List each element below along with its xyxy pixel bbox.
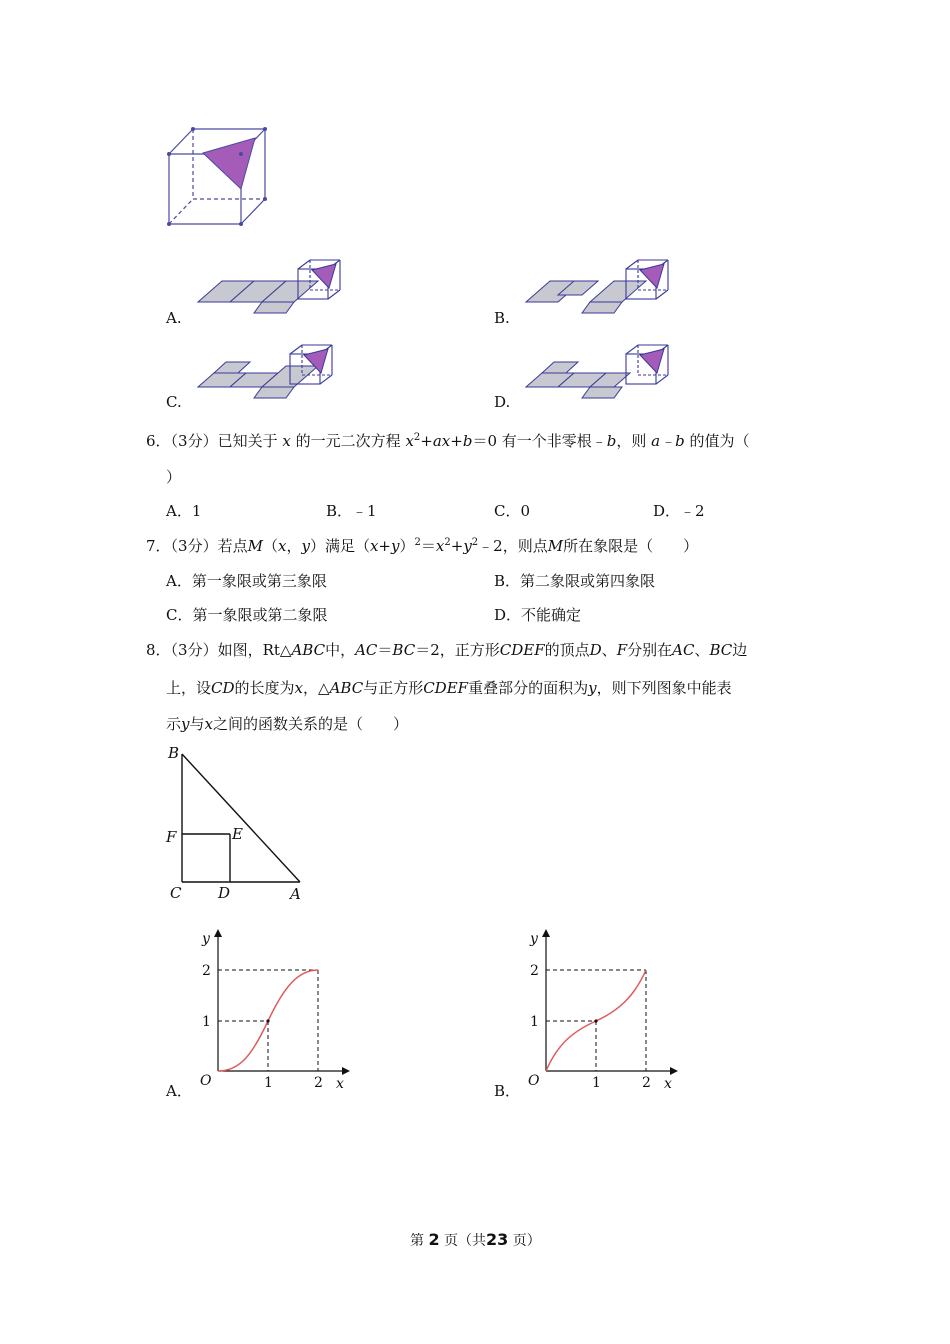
option-value: 0: [520, 502, 531, 520]
option-value: ﹣2: [680, 502, 705, 520]
footer-text: 页）: [512, 1233, 541, 1249]
q7-sup: 2: [414, 537, 421, 548]
page-footer: [410, 1230, 541, 1250]
q8-text: 上，设: [166, 679, 212, 697]
q6-text: 已知关于: [217, 432, 278, 450]
net-figure-d: [518, 340, 678, 405]
q6-eq: +ax+b: [420, 432, 473, 450]
q6-question: [146, 430, 750, 451]
tick-2: 2: [314, 1075, 323, 1091]
q8-var: y: [181, 715, 190, 733]
q8-text: 之间的函数关系的是（ ）: [212, 715, 408, 733]
option-value: 第一象限或第三象限: [191, 572, 327, 590]
option-label: D．: [653, 502, 681, 520]
q6-close-paren: ）: [166, 468, 182, 486]
q8-line-1: [146, 639, 747, 660]
label-f: F: [166, 828, 177, 846]
q6-score: （3分）: [170, 432, 218, 450]
q6-text: 的一元二次方程: [295, 432, 401, 450]
q8-text: 的顶点: [544, 641, 590, 659]
q8-var: BC: [392, 641, 416, 659]
q7-text: （: [262, 537, 278, 555]
option-value: 第二象限或第四象限: [520, 572, 656, 590]
q7-var: y: [301, 537, 310, 555]
q8-var: ABC: [291, 641, 326, 659]
q8-var: ABC: [329, 679, 364, 697]
q8-var: AC: [672, 641, 695, 659]
tick-1: 1: [592, 1075, 601, 1091]
q6-text: 的值为（: [689, 432, 750, 450]
q6-option-d[interactable]: [653, 500, 705, 521]
origin-label: O: [528, 1073, 540, 1089]
tick-1: 1: [264, 1075, 273, 1091]
option-value: 不能确定: [521, 606, 582, 624]
option-label: C．: [166, 606, 193, 624]
q7-text: ，: [286, 537, 302, 555]
tick-2: 2: [202, 963, 211, 979]
q8-text: ，△: [303, 679, 330, 697]
q8-text: 如图，Rt△: [217, 641, 292, 659]
graph-b: [518, 925, 688, 1095]
q7-score: （3分）: [170, 537, 218, 555]
q7-sup: 2: [444, 537, 451, 548]
option-value: ﹣1: [352, 502, 377, 520]
q7-var: y: [463, 537, 472, 555]
q6-option-b[interactable]: [326, 500, 377, 521]
q7-text: ＝: [420, 537, 436, 555]
q5-option-a-label: A.: [166, 309, 182, 327]
label-b: B: [168, 744, 180, 762]
q6-root: b: [606, 432, 617, 450]
q6-number: 6．: [146, 432, 171, 450]
q8-var: CDEF: [499, 641, 545, 659]
footer-text: 页（共: [444, 1233, 487, 1249]
q8-number: 8．: [146, 641, 171, 659]
q8-var: D: [589, 641, 602, 659]
label-a: A: [290, 885, 301, 903]
q5-option-d-label: D.: [494, 393, 511, 411]
q8-text: 重叠部分的面积为: [468, 679, 589, 697]
q7-option-d[interactable]: [494, 604, 581, 625]
q8-text: 与: [189, 715, 205, 733]
label-d: D: [218, 884, 231, 902]
axis-y-label: y: [530, 931, 538, 947]
tick-2: 2: [642, 1075, 651, 1091]
option-label: B．: [494, 572, 521, 590]
q8-line-2: [166, 677, 732, 698]
q8-var: CD: [211, 679, 235, 697]
q7-option-b[interactable]: [494, 570, 655, 591]
option-label: C．: [494, 502, 521, 520]
q8-var: x: [204, 715, 213, 733]
q7-question: [146, 535, 698, 556]
total-pages: 23: [486, 1230, 509, 1249]
q8-text: 的长度为: [234, 679, 295, 697]
option-label: A．: [166, 502, 192, 520]
axis-x-label: x: [664, 1076, 672, 1092]
triangle-figure: [160, 742, 310, 904]
q7-sup: 2: [471, 537, 479, 548]
q8-text: 、: [694, 641, 710, 659]
q7-point: M: [247, 537, 263, 555]
q7-text: ﹣2，则点: [478, 537, 548, 555]
q8-var: BC: [709, 641, 733, 659]
label-c: C: [170, 884, 182, 902]
q6-var: x: [282, 432, 291, 450]
q6-eq: x: [405, 432, 414, 450]
q8-option-a-label[interactable]: A．: [166, 1082, 192, 1100]
q6-option-a[interactable]: [166, 500, 201, 521]
q7-text: 所在象限是（ ）: [563, 537, 699, 555]
q8-text: 中，: [325, 641, 356, 659]
q8-text: 示: [166, 715, 182, 733]
tick-1: 1: [202, 1014, 211, 1030]
net-figure-b: [518, 255, 678, 320]
q8-text: 与正方形: [363, 679, 424, 697]
q6-option-c[interactable]: [494, 500, 530, 521]
label-e: E: [232, 825, 243, 843]
q8-text: 边: [732, 641, 748, 659]
q7-text: 若点: [217, 537, 248, 555]
q8-text: 分别在: [627, 641, 673, 659]
tick-2: 2: [530, 963, 539, 979]
q6-eq-sup: 2: [413, 432, 421, 443]
net-figure-a: [190, 255, 350, 320]
option-label: B．: [326, 502, 353, 520]
q8-var: AC: [355, 641, 378, 659]
axis-y-label: y: [202, 931, 210, 947]
q6-text: ，则: [616, 432, 647, 450]
q7-option-c[interactable]: [166, 604, 328, 625]
graph-a: [190, 925, 360, 1095]
q7-var: x: [277, 537, 287, 555]
option-value: 1: [191, 502, 202, 520]
q7-text: ）: [399, 537, 415, 555]
q5-option-c-label: C.: [166, 393, 182, 411]
origin-label: O: [200, 1073, 212, 1089]
q7-var: x+y: [369, 537, 400, 555]
q8-text: ＝: [377, 641, 393, 659]
q6-eq: ＝0 有一个非零根﹣: [472, 432, 607, 450]
q8-text: 、: [601, 641, 617, 659]
axis-x-label: x: [336, 1076, 344, 1092]
option-label: A．: [166, 572, 192, 590]
q8-line-3: [166, 713, 408, 734]
q8-score: （3分）: [170, 641, 218, 659]
q8-text: ，则下列图象中能表: [596, 679, 732, 697]
option-label: D．: [494, 606, 522, 624]
q6-expr: a﹣b: [651, 432, 685, 450]
cube-figure: [160, 120, 275, 232]
q8-var: F: [616, 641, 628, 659]
tick-1: 1: [530, 1014, 539, 1030]
footer-text: 第: [410, 1233, 424, 1249]
q8-option-b-label[interactable]: B．: [494, 1082, 521, 1100]
q7-text: +: [450, 537, 464, 555]
q7-number: 7．: [146, 537, 171, 555]
q5-option-b-label: B.: [494, 309, 510, 327]
q8-text: ＝2，正方形: [415, 641, 500, 659]
q7-option-a[interactable]: [166, 570, 327, 591]
q8-var: CDEF: [423, 679, 469, 697]
q7-point: M: [547, 537, 564, 555]
net-figure-c: [190, 340, 350, 405]
q8-var: y: [588, 679, 597, 697]
q7-var: x: [435, 537, 445, 555]
q7-text: ）满足（: [309, 537, 370, 555]
q8-var: x: [294, 679, 304, 697]
page-number: 2: [428, 1230, 440, 1249]
option-value: 第一象限或第二象限: [192, 606, 328, 624]
